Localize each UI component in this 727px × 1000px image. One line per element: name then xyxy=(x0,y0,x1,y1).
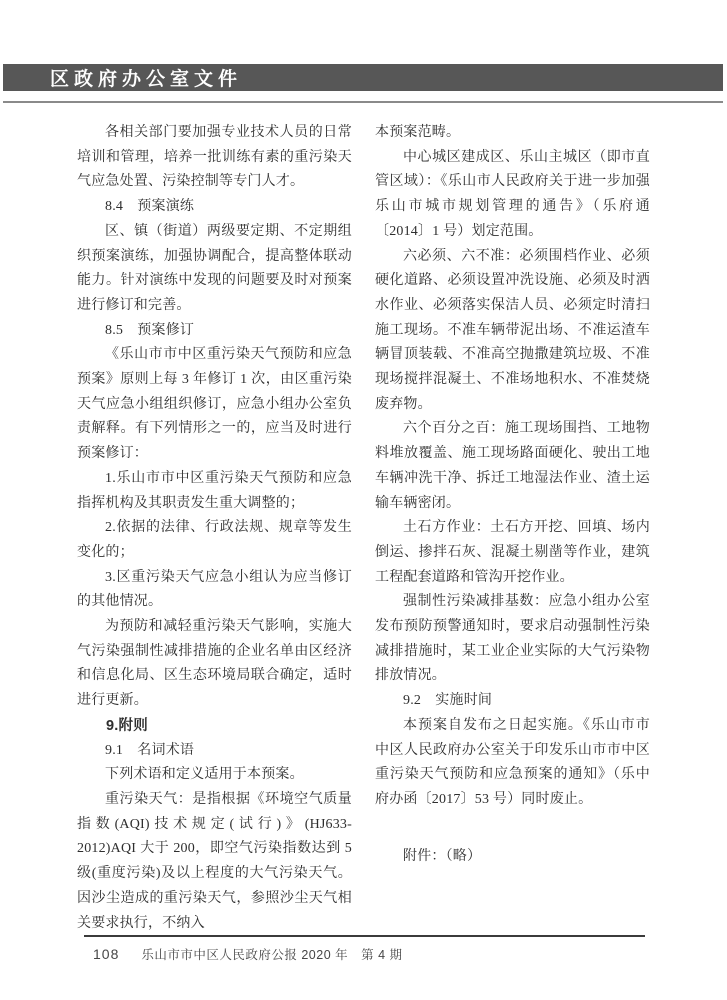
body-paragraph: 各相关部门要加强专业技术人员的日常培训和管理，培养一批训练有素的重污染天气应急处置、污染控制等专门人才。 xyxy=(77,125,352,190)
article-body xyxy=(77,121,650,936)
left-column xyxy=(77,121,352,936)
body-paragraph: 中心城区建成区、乐山主城区（即市直管区域）：《乐山市人民政府关于进一步加强乐山市城市规划管理的通告》（乐府通〔2014〕1 号）划定范围。 xyxy=(375,149,650,239)
body-paragraph: 区、镇（街道）两级要定期、不定期组织预案演练，加强协调配合，提高整体联动能力。针对演练中发现的问题要及时对预案进行修订和完善。 xyxy=(77,223,352,313)
body-paragraph: 为预防和减轻重污染天气影响，实施大气污染强制性减排措施的企业名单由区经济和信息化局、区生态环境局联合确定，适时进行更新。 xyxy=(77,619,352,709)
body-paragraph: 重污染天气：是指根据《环境空气质量指数(AQI)技术规定(试行)》(HJ633-2012)AQI 大于 200，即空气污染指数达到 5 级(重度污染)及以上程度的大气污染天气。因沙尘造成的重污染天气，参照沙尘天气相关要求执行，不纳入 xyxy=(77,791,352,931)
attachment-note: 附件：（略） xyxy=(403,848,482,864)
document-category-banner xyxy=(3,64,723,91)
gazette-title: 乐山市市中区人民政府公报 2020 年 第 4 期 xyxy=(141,948,403,962)
section-heading: 8.5 预案修订 xyxy=(105,322,195,338)
banner-divider xyxy=(3,101,723,103)
page-number: 108 xyxy=(93,946,120,962)
body-paragraph: 本预案自发布之日起实施。《乐山市市中区人民政府办公室关于印发乐山市市中区重污染天气预防和应急预案的通知》（乐中府办函〔2017〕53 号）同时废止。 xyxy=(375,717,650,807)
body-paragraph: 六必须、六不准：必须围档作业、必须硬化道路、必须设置冲洗设施、必须及时洒水作业、必须落实保洁人员、必须定时清扫施工现场。不准车辆带泥出场、不准运渣车辆冒顶装载、不准高空抛撒建筑垃圾、不准现场搅拌混凝土、不准场地积水、不准焚烧废弃物。 xyxy=(375,248,650,412)
right-column xyxy=(375,121,650,936)
body-paragraph: 1.乐山市市中区重污染天气预防和应急指挥机构及其职责发生重大调整的； xyxy=(77,470,352,511)
body-paragraph-continued: 本预案范畴。 xyxy=(375,125,461,140)
banner-title: 区政府办公室文件 xyxy=(50,69,243,90)
chapter-heading: 9.附则 xyxy=(106,717,148,734)
body-paragraph: 3.区重污染天气应急小组认为应当修订的其他情况。 xyxy=(77,569,352,610)
section-heading: 9.1 名词术语 xyxy=(105,742,195,758)
section-heading: 9.2 实施时间 xyxy=(403,693,493,709)
page-footer xyxy=(93,945,403,963)
footer-divider xyxy=(84,935,645,937)
body-paragraph: 下列术语和定义适用于本预案。 xyxy=(105,767,304,783)
body-paragraph: 强制性污染减排基数：应急小组办公室发布预防预警通知时，要求启动强制性污染减排措施时，某工业企业实际的大气污染物排放情况。 xyxy=(375,594,650,684)
section-heading: 8.4 预案演练 xyxy=(105,199,195,215)
body-paragraph: 2.依据的法律、行政法规、规章等发生变化的； xyxy=(77,520,352,560)
body-paragraph: 《乐山市市中区重污染天气预防和应急预案》原则上每 3 年修订 1 次，由区重污染天气应急小组组织修订，应急小组办公室负责解释。有下列情形之一的，应当及时进行预案修订： xyxy=(77,347,352,462)
body-paragraph: 六个百分之百：施工现场围挡、工地物料堆放覆盖、施工现场路面硬化、驶出工地车辆冲洗干净、拆迁工地湿法作业、渣土运输车辆密闭。 xyxy=(375,421,650,511)
body-paragraph: 土石方作业：土石方开挖、回填、场内倒运、掺拌石灰、混凝土剔凿等作业，建筑工程配套道路和管沟开挖作业。 xyxy=(375,520,650,585)
